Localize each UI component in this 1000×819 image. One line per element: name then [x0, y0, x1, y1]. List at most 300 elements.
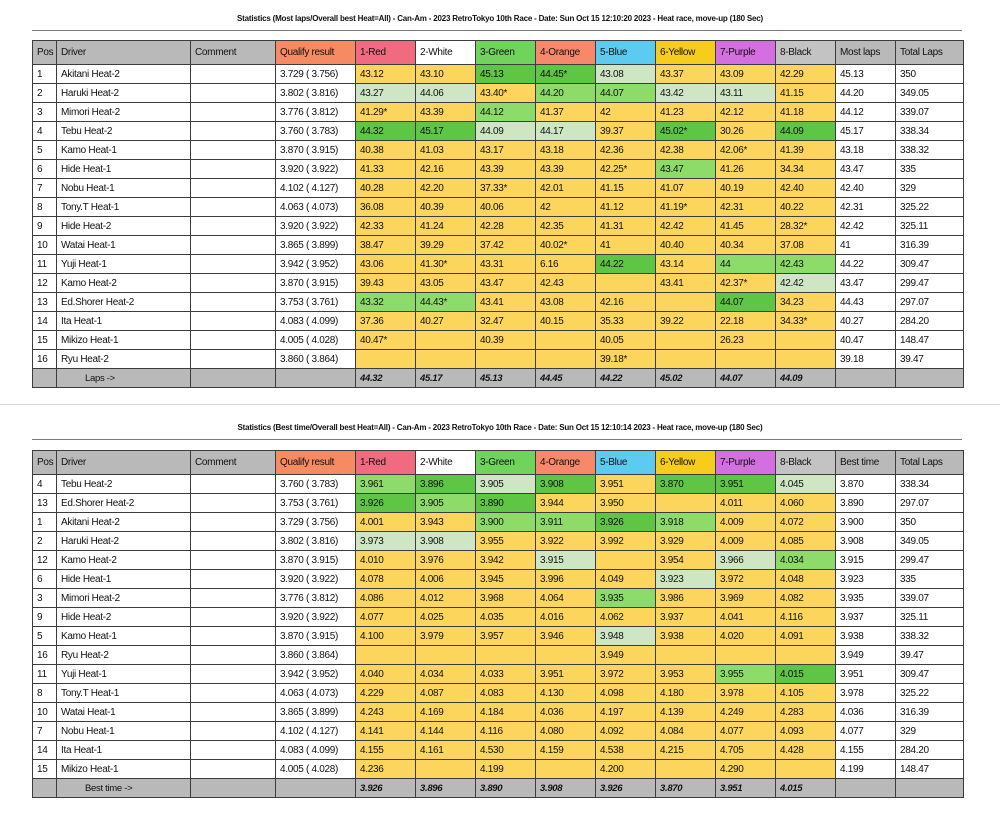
column-header-lane-4-orange[interactable]: 4-Orange — [536, 451, 596, 475]
summary-cell: 3.915 — [836, 551, 896, 570]
lane-cell-lane-6-yellow: 43.37 — [656, 65, 716, 84]
lane-cell-lane-4-orange: 4.159 — [536, 741, 596, 760]
lane-cell-lane-4-orange: 43.08 — [536, 293, 596, 312]
footer-best-lane-5-blue: 44.22 — [596, 369, 656, 388]
lane-cell-lane-7-purple: 4.009 — [716, 513, 776, 532]
best-time-title: Statistics (Best time/Overall best Heat=All) - Can-Am - 2023 RetroTokyo 10th Race - Date: Sun Oct 15 12:10:14 2023 - Heat race, move-up (180 Sec) — [237, 423, 763, 432]
column-header-total-laps[interactable]: Total Laps — [896, 41, 964, 65]
comment-cell — [191, 703, 276, 722]
driver-cell: Yuji Heat-1 — [57, 255, 191, 274]
total-laps-cell: 316.39 — [896, 236, 964, 255]
lane-cell-lane-7-purple: 43.09 — [716, 65, 776, 84]
summary-cell: 43.18 — [836, 141, 896, 160]
lane-cell-lane-8-black: 4.072 — [776, 513, 836, 532]
lane-cell-lane-1-red: 43.32 — [356, 293, 416, 312]
driver-cell: Kamo Heat-2 — [57, 551, 191, 570]
table-row[interactable] — [33, 475, 964, 494]
column-header-lane-2-white[interactable]: 2-White — [416, 41, 476, 65]
qualify-cell: 3.760 ( 3.783) — [276, 475, 356, 494]
qualify-cell: 3.802 ( 3.816) — [276, 532, 356, 551]
lane-cell-lane-4-orange: 4.064 — [536, 589, 596, 608]
total-laps-cell: 325.22 — [896, 684, 964, 703]
table-row[interactable] — [33, 312, 964, 331]
column-header-lane-3-green[interactable]: 3-Green — [476, 451, 536, 475]
comment-cell — [191, 513, 276, 532]
column-header-lane-1-red[interactable]: 1-Red — [356, 41, 416, 65]
pos-cell: 4 — [33, 475, 57, 494]
pos-cell: 6 — [33, 160, 57, 179]
column-header-lane-5-blue[interactable]: 5-Blue — [596, 451, 656, 475]
column-header-lane-8-black[interactable]: 8-Black — [776, 451, 836, 475]
column-header-summary[interactable]: Most laps — [836, 41, 896, 65]
pos-cell: 12 — [33, 551, 57, 570]
lane-cell-lane-6-yellow: 3.986 — [656, 589, 716, 608]
lane-cell-lane-2-white: 4.169 — [416, 703, 476, 722]
table-row[interactable] — [33, 494, 964, 513]
lane-cell-lane-2-white: 43.39 — [416, 103, 476, 122]
footer-best-lane-4-orange: 44.45 — [536, 369, 596, 388]
lane-cell-lane-2-white: 3.905 — [416, 494, 476, 513]
total-laps-cell: 329 — [896, 722, 964, 741]
best-time-table — [32, 450, 964, 798]
lane-cell-lane-5-blue: 4.200 — [596, 760, 656, 779]
lane-cell-lane-4-orange: 43.18 — [536, 141, 596, 160]
lane-cell-lane-7-purple: 42.06* — [716, 141, 776, 160]
lane-cell-lane-2-white: 42.20 — [416, 179, 476, 198]
comment-cell — [191, 141, 276, 160]
driver-cell: Tony.T Heat-1 — [57, 198, 191, 217]
driver-cell: Kamo Heat-2 — [57, 274, 191, 293]
qualify-cell: 4.102 ( 4.127) — [276, 722, 356, 741]
lane-cell-lane-1-red: 4.040 — [356, 665, 416, 684]
lane-cell-lane-2-white: 3.896 — [416, 475, 476, 494]
pos-cell: 16 — [33, 350, 57, 369]
table-row[interactable] — [33, 608, 964, 627]
lane-cell-lane-8-black: 42.42 — [776, 274, 836, 293]
lane-cell-lane-6-yellow: 41.07 — [656, 179, 716, 198]
most-laps-table — [32, 40, 964, 388]
total-laps-cell: 309.47 — [896, 665, 964, 684]
lane-cell-lane-1-red: 4.001 — [356, 513, 416, 532]
lane-cell-lane-2-white: 45.17 — [416, 122, 476, 141]
total-laps-cell: 316.39 — [896, 703, 964, 722]
table-row[interactable] — [33, 551, 964, 570]
qualify-cell: 4.083 ( 4.099) — [276, 312, 356, 331]
driver-cell: Ita Heat-1 — [57, 312, 191, 331]
pos-cell: 15 — [33, 760, 57, 779]
footer-best-lane-1-red: 44.32 — [356, 369, 416, 388]
table-row[interactable] — [33, 722, 964, 741]
lane-cell-lane-3-green: 43.17 — [476, 141, 536, 160]
summary-cell: 42.40 — [836, 179, 896, 198]
lane-cell-lane-4-orange — [536, 646, 596, 665]
lane-cell-lane-4-orange: 6.16 — [536, 255, 596, 274]
comment-cell — [191, 494, 276, 513]
table-row[interactable] — [33, 350, 964, 369]
lane-cell-lane-7-purple: 3.978 — [716, 684, 776, 703]
table-row[interactable] — [33, 179, 964, 198]
qualify-cell: 3.920 ( 3.922) — [276, 608, 356, 627]
driver-cell: Ryu Heat-2 — [57, 646, 191, 665]
footer-label: Best time -> — [57, 779, 191, 798]
table-row[interactable] — [33, 122, 964, 141]
driver-cell: Akitani Heat-2 — [57, 513, 191, 532]
column-header-comment[interactable]: Comment — [191, 451, 276, 475]
lane-cell-lane-2-white: 4.012 — [416, 589, 476, 608]
total-laps-cell: 297.07 — [896, 293, 964, 312]
lane-cell-lane-3-green: 43.39 — [476, 160, 536, 179]
column-header-qualify-result[interactable]: Qualify result — [276, 451, 356, 475]
table-row[interactable] — [33, 198, 964, 217]
lane-cell-lane-2-white: 43.05 — [416, 274, 476, 293]
lane-cell-lane-7-purple: 41.26 — [716, 160, 776, 179]
lane-cell-lane-8-black: 41.18 — [776, 103, 836, 122]
lane-cell-lane-6-yellow: 4.084 — [656, 722, 716, 741]
lane-cell-lane-4-orange: 42.35 — [536, 217, 596, 236]
lane-cell-lane-5-blue: 39.37 — [596, 122, 656, 141]
lane-cell-lane-1-red: 4.078 — [356, 570, 416, 589]
lane-cell-lane-8-black: 4.085 — [776, 532, 836, 551]
table-row[interactable] — [33, 65, 964, 84]
pos-cell: 9 — [33, 608, 57, 627]
lane-cell-lane-2-white — [416, 646, 476, 665]
comment-cell — [191, 236, 276, 255]
lane-cell-lane-5-blue: 3.949 — [596, 646, 656, 665]
lane-cell-lane-1-red: 4.086 — [356, 589, 416, 608]
lane-cell-lane-4-orange: 4.130 — [536, 684, 596, 703]
lane-cell-lane-4-orange: 44.20 — [536, 84, 596, 103]
table-row[interactable] — [33, 703, 964, 722]
table-row[interactable] — [33, 589, 964, 608]
lane-cell-lane-3-green — [476, 350, 536, 369]
lane-cell-lane-8-black: 4.034 — [776, 551, 836, 570]
column-header-lane-1-red[interactable]: 1-Red — [356, 451, 416, 475]
total-laps-cell: 335 — [896, 160, 964, 179]
lane-cell-lane-5-blue: 4.098 — [596, 684, 656, 703]
total-laps-cell: 297.07 — [896, 494, 964, 513]
pos-cell: 6 — [33, 570, 57, 589]
lane-cell-lane-2-white — [416, 331, 476, 350]
lane-cell-lane-4-orange — [536, 331, 596, 350]
lane-cell-lane-5-blue: 35.33 — [596, 312, 656, 331]
total-laps-cell: 338.34 — [896, 122, 964, 141]
table-row[interactable] — [33, 255, 964, 274]
lane-cell-lane-7-purple: 4.290 — [716, 760, 776, 779]
comment-cell — [191, 217, 276, 236]
table-row[interactable] — [33, 627, 964, 646]
total-laps-cell: 350 — [896, 65, 964, 84]
lane-cell-lane-3-green: 43.40* — [476, 84, 536, 103]
lane-cell-lane-5-blue: 44.07 — [596, 84, 656, 103]
lane-cell-lane-2-white: 40.27 — [416, 312, 476, 331]
title-rule — [32, 30, 962, 31]
lane-cell-lane-5-blue: 41 — [596, 236, 656, 255]
lane-cell-lane-3-green: 43.41 — [476, 293, 536, 312]
lane-cell-lane-6-yellow: 43.47 — [656, 160, 716, 179]
lane-cell-lane-2-white: 3.976 — [416, 551, 476, 570]
table-row[interactable] — [33, 665, 964, 684]
column-header-pos[interactable]: Pos — [33, 451, 57, 475]
summary-cell: 4.199 — [836, 760, 896, 779]
total-laps-cell: 309.47 — [896, 255, 964, 274]
pos-cell: 13 — [33, 293, 57, 312]
column-header-lane-4-orange[interactable]: 4-Orange — [536, 41, 596, 65]
lane-cell-lane-6-yellow: 43.41 — [656, 274, 716, 293]
summary-cell: 3.870 — [836, 475, 896, 494]
qualify-cell: 3.776 ( 3.812) — [276, 589, 356, 608]
summary-cell: 45.13 — [836, 65, 896, 84]
column-header-driver[interactable]: Driver — [57, 451, 191, 475]
column-header-lane-6-yellow[interactable]: 6-Yellow — [656, 41, 716, 65]
lane-cell-lane-6-yellow: 43.14 — [656, 255, 716, 274]
lane-cell-lane-1-red: 41.29* — [356, 103, 416, 122]
comment-cell — [191, 551, 276, 570]
column-header-lane-6-yellow[interactable]: 6-Yellow — [656, 451, 716, 475]
lane-cell-lane-3-green: 4.035 — [476, 608, 536, 627]
summary-cell: 44.43 — [836, 293, 896, 312]
lane-cell-lane-1-red: 4.236 — [356, 760, 416, 779]
lane-cell-lane-1-red: 40.47* — [356, 331, 416, 350]
lane-cell-lane-1-red — [356, 350, 416, 369]
lane-cell-lane-7-purple: 44.07 — [716, 293, 776, 312]
table-row[interactable] — [33, 513, 964, 532]
lane-cell-lane-3-green: 4.199 — [476, 760, 536, 779]
pos-cell: 12 — [33, 274, 57, 293]
column-header-lane-8-black[interactable]: 8-Black — [776, 41, 836, 65]
total-laps-cell: 325.11 — [896, 608, 964, 627]
pos-cell: 5 — [33, 141, 57, 160]
lane-cell-lane-6-yellow: 4.139 — [656, 703, 716, 722]
comment-cell — [191, 160, 276, 179]
column-header-lane-7-purple[interactable]: 7-Purple — [716, 451, 776, 475]
footer-empty — [191, 369, 276, 388]
footer-best-lane-2-white: 3.896 — [416, 779, 476, 798]
summary-cell: 4.036 — [836, 703, 896, 722]
lane-cell-lane-5-blue: 4.049 — [596, 570, 656, 589]
lane-cell-lane-5-blue: 41.12 — [596, 198, 656, 217]
lane-cell-lane-1-red: 39.43 — [356, 274, 416, 293]
lane-cell-lane-7-purple: 26.23 — [716, 331, 776, 350]
lane-cell-lane-5-blue: 42.16 — [596, 293, 656, 312]
header-row — [33, 41, 964, 65]
table-row[interactable] — [33, 741, 964, 760]
qualify-cell: 3.860 ( 3.864) — [276, 646, 356, 665]
lane-cell-lane-1-red — [356, 646, 416, 665]
lane-cell-lane-8-black: 4.091 — [776, 627, 836, 646]
qualify-cell: 3.870 ( 3.915) — [276, 274, 356, 293]
lane-cell-lane-4-orange — [536, 350, 596, 369]
lane-cell-lane-5-blue: 3.992 — [596, 532, 656, 551]
table-row[interactable] — [33, 646, 964, 665]
driver-cell: Hide Heat-1 — [57, 570, 191, 589]
table-row[interactable] — [33, 160, 964, 179]
comment-cell — [191, 179, 276, 198]
lane-cell-lane-1-red: 4.010 — [356, 551, 416, 570]
lane-cell-lane-3-green: 3.957 — [476, 627, 536, 646]
qualify-cell: 3.942 ( 3.952) — [276, 665, 356, 684]
table-row[interactable] — [33, 331, 964, 350]
lane-cell-lane-6-yellow: 3.918 — [656, 513, 716, 532]
lane-cell-lane-2-white: 4.025 — [416, 608, 476, 627]
summary-cell: 43.47 — [836, 274, 896, 293]
lane-cell-lane-1-red: 4.243 — [356, 703, 416, 722]
summary-cell: 3.908 — [836, 532, 896, 551]
column-header-qualify-result[interactable]: Qualify result — [276, 41, 356, 65]
lane-cell-lane-7-purple: 3.972 — [716, 570, 776, 589]
table-row[interactable] — [33, 684, 964, 703]
summary-cell: 4.155 — [836, 741, 896, 760]
lane-cell-lane-7-purple: 43.11 — [716, 84, 776, 103]
table-row[interactable] — [33, 760, 964, 779]
lane-cell-lane-6-yellow — [656, 331, 716, 350]
lane-cell-lane-3-green: 37.42 — [476, 236, 536, 255]
lane-cell-lane-4-orange: 3.946 — [536, 627, 596, 646]
comment-cell — [191, 331, 276, 350]
lane-cell-lane-7-purple: 44 — [716, 255, 776, 274]
total-laps-cell: 148.47 — [896, 331, 964, 350]
lane-cell-lane-5-blue: 44.22 — [596, 255, 656, 274]
column-header-pos[interactable]: Pos — [33, 41, 57, 65]
driver-cell: Kamo Heat-1 — [57, 141, 191, 160]
lane-cell-lane-4-orange: 3.908 — [536, 475, 596, 494]
pos-cell: 2 — [33, 532, 57, 551]
lane-cell-lane-6-yellow — [656, 293, 716, 312]
table-row[interactable] — [33, 141, 964, 160]
lane-cell-lane-4-orange: 42.01 — [536, 179, 596, 198]
most-laps-title: Statistics (Most laps/Overall best Heat=All) - Can-Am - 2023 RetroTokyo 10th Race - Date: Sun Oct 15 12:10:20 2023 - Heat race, move-up (180 Sec) — [237, 14, 763, 23]
total-laps-cell: 349.05 — [896, 532, 964, 551]
lane-cell-lane-7-purple: 42.31 — [716, 198, 776, 217]
comment-cell — [191, 589, 276, 608]
footer-empty — [33, 369, 57, 388]
summary-cell: 39.18 — [836, 350, 896, 369]
lane-cell-lane-4-orange: 3.996 — [536, 570, 596, 589]
lane-cell-lane-6-yellow — [656, 350, 716, 369]
lane-cell-lane-8-black: 28.32* — [776, 217, 836, 236]
table-row[interactable] — [33, 274, 964, 293]
driver-cell: Mimori Heat-2 — [57, 589, 191, 608]
summary-cell: 44.12 — [836, 103, 896, 122]
comment-cell — [191, 198, 276, 217]
footer-best-lane-3-green: 45.13 — [476, 369, 536, 388]
footer-best-lane-6-yellow: 3.870 — [656, 779, 716, 798]
table-row[interactable] — [33, 217, 964, 236]
column-header-summary[interactable]: Best time — [836, 451, 896, 475]
pos-cell: 3 — [33, 589, 57, 608]
lane-cell-lane-2-white: 4.144 — [416, 722, 476, 741]
lane-cell-lane-8-black: 41.39 — [776, 141, 836, 160]
lane-cell-lane-8-black: 4.060 — [776, 494, 836, 513]
lane-cell-lane-3-green: 3.955 — [476, 532, 536, 551]
lane-cell-lane-3-green: 42.28 — [476, 217, 536, 236]
lane-cell-lane-8-black: 4.045 — [776, 475, 836, 494]
lane-cell-lane-6-yellow: 42.42 — [656, 217, 716, 236]
table-row[interactable] — [33, 236, 964, 255]
qualify-cell: 3.942 ( 3.952) — [276, 255, 356, 274]
driver-cell: Haruki Heat-2 — [57, 532, 191, 551]
lane-cell-lane-5-blue: 4.538 — [596, 741, 656, 760]
column-header-total-laps[interactable]: Total Laps — [896, 451, 964, 475]
lane-cell-lane-6-yellow: 42.38 — [656, 141, 716, 160]
lane-cell-lane-3-green: 44.09 — [476, 122, 536, 141]
lane-cell-lane-3-green: 43.31 — [476, 255, 536, 274]
lane-cell-lane-6-yellow: 4.180 — [656, 684, 716, 703]
summary-cell: 3.890 — [836, 494, 896, 513]
qualify-cell: 3.753 ( 3.761) — [276, 293, 356, 312]
table-row[interactable] — [33, 570, 964, 589]
lane-cell-lane-6-yellow — [656, 494, 716, 513]
column-header-lane-3-green[interactable]: 3-Green — [476, 41, 536, 65]
lane-cell-lane-5-blue — [596, 274, 656, 293]
comment-cell — [191, 255, 276, 274]
lane-cell-lane-3-green: 32.47 — [476, 312, 536, 331]
lane-cell-lane-8-black: 4.048 — [776, 570, 836, 589]
footer-row — [33, 779, 964, 798]
driver-cell: Tebu Heat-2 — [57, 475, 191, 494]
lane-cell-lane-5-blue: 4.092 — [596, 722, 656, 741]
lane-cell-lane-1-red: 42.33 — [356, 217, 416, 236]
comment-cell — [191, 84, 276, 103]
lane-cell-lane-5-blue: 3.935 — [596, 589, 656, 608]
pos-cell: 7 — [33, 722, 57, 741]
table-row[interactable] — [33, 103, 964, 122]
driver-cell: Hide Heat-2 — [57, 608, 191, 627]
summary-cell: 42.31 — [836, 198, 896, 217]
lane-cell-lane-6-yellow: 43.42 — [656, 84, 716, 103]
lane-cell-lane-4-orange: 44.45* — [536, 65, 596, 84]
total-laps-cell: 325.22 — [896, 198, 964, 217]
lane-cell-lane-8-black — [776, 331, 836, 350]
lane-cell-lane-7-purple: 40.34 — [716, 236, 776, 255]
lane-cell-lane-4-orange: 44.17 — [536, 122, 596, 141]
column-header-comment[interactable]: Comment — [191, 41, 276, 65]
footer-empty — [276, 779, 356, 798]
lane-cell-lane-3-green — [476, 646, 536, 665]
table-row[interactable] — [33, 84, 964, 103]
lane-cell-lane-7-purple: 30.26 — [716, 122, 776, 141]
column-header-lane-7-purple[interactable]: 7-Purple — [716, 41, 776, 65]
lane-cell-lane-5-blue: 43.08 — [596, 65, 656, 84]
lane-cell-lane-2-white: 3.979 — [416, 627, 476, 646]
lane-cell-lane-1-red: 3.973 — [356, 532, 416, 551]
lane-cell-lane-6-yellow: 3.929 — [656, 532, 716, 551]
footer-row — [33, 369, 964, 388]
comment-cell — [191, 293, 276, 312]
lane-cell-lane-7-purple: 40.19 — [716, 179, 776, 198]
footer-best-lane-1-red: 3.926 — [356, 779, 416, 798]
lane-cell-lane-2-white: 3.908 — [416, 532, 476, 551]
panel-divider — [0, 404, 1000, 405]
lane-cell-lane-8-black: 40.22 — [776, 198, 836, 217]
driver-cell: Watai Heat-1 — [57, 703, 191, 722]
table-row[interactable] — [33, 293, 964, 312]
qualify-cell: 4.063 ( 4.073) — [276, 198, 356, 217]
lane-cell-lane-8-black: 42.40 — [776, 179, 836, 198]
comment-cell — [191, 65, 276, 84]
lane-cell-lane-7-purple — [716, 646, 776, 665]
lane-cell-lane-2-white: 44.06 — [416, 84, 476, 103]
lane-cell-lane-3-green: 4.116 — [476, 722, 536, 741]
lane-cell-lane-8-black: 4.105 — [776, 684, 836, 703]
column-header-lane-2-white[interactable]: 2-White — [416, 451, 476, 475]
column-header-driver[interactable]: Driver — [57, 41, 191, 65]
driver-cell: Hide Heat-1 — [57, 160, 191, 179]
footer-best-lane-4-orange: 3.908 — [536, 779, 596, 798]
lane-cell-lane-7-purple: 42.12 — [716, 103, 776, 122]
pos-cell: 14 — [33, 741, 57, 760]
column-header-lane-5-blue[interactable]: 5-Blue — [596, 41, 656, 65]
table-row[interactable] — [33, 532, 964, 551]
